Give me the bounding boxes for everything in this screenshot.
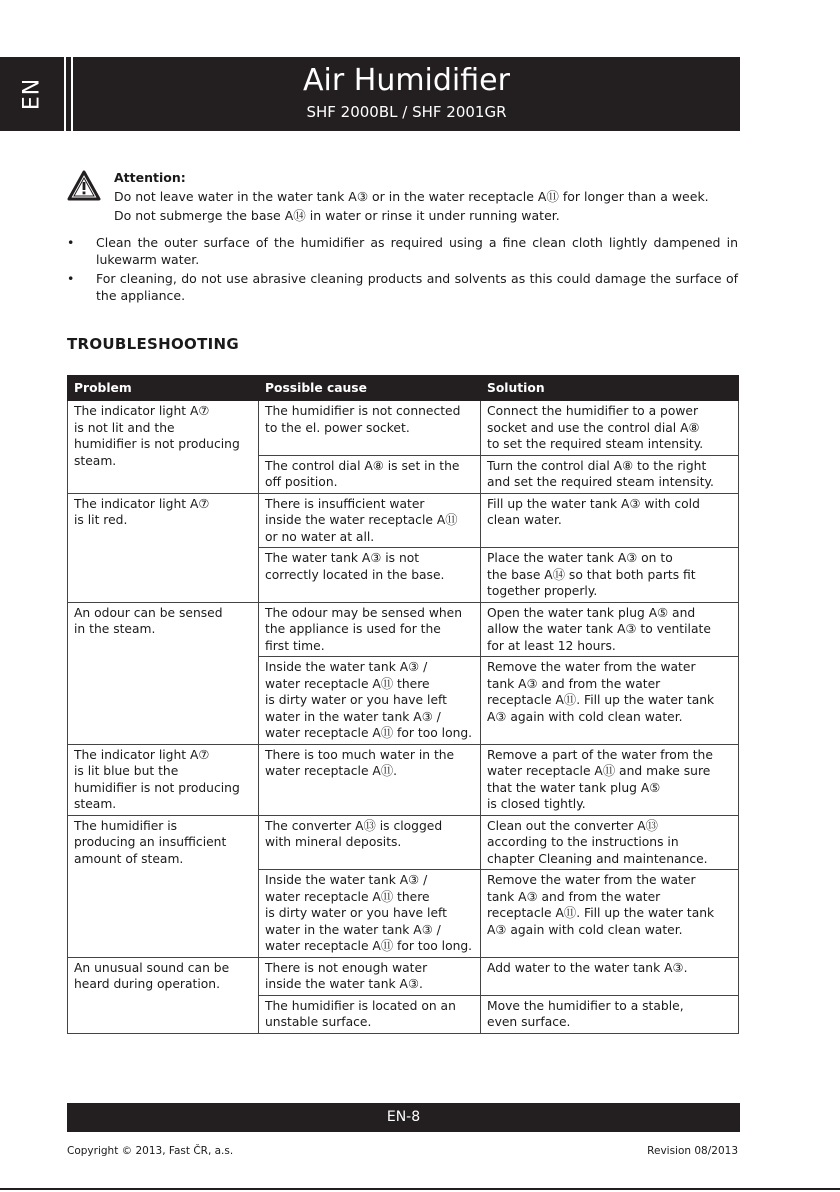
page-number-bar xyxy=(67,1103,740,1132)
cause-cell: The water tank A③ is not correctly located in the base. xyxy=(259,548,481,603)
cause-cell: There is not enough water inside the water tank A③. xyxy=(259,957,481,995)
cause-cell: Inside the water tank A③ / water receptacle A⑪ there is dirty water or you have left water in the water tank A③ / water receptacle A⑪ for too long. xyxy=(259,657,481,745)
cause-cell: The humidifier is not connected to the el. power socket. xyxy=(259,401,481,456)
cause-cell: There is too much water in the water receptacle A⑪. xyxy=(259,744,481,815)
header-bar xyxy=(73,57,740,131)
solution-cell: Remove the water from the water tank A③ and from the water receptacle A⑪. Fill up the water tank A③ again with cold clean water. xyxy=(481,870,739,958)
solution-cell: Fill up the water tank A③ with cold clean water. xyxy=(481,493,739,548)
list-item: • For cleaning, do not use abrasive cleaning products and solvents as this could damage the surface of the appliance. xyxy=(67,271,738,303)
cleaning-bullet-list xyxy=(67,234,738,306)
problem-cell: The indicator light A⑦ is not lit and the humidifier is not producing steam. xyxy=(68,401,259,494)
page-title: Air Humidifier xyxy=(303,63,510,98)
header-possible-cause: Possible cause xyxy=(259,376,481,401)
language-label: EN xyxy=(19,77,45,111)
problem-cell: The humidifier is producing an insufficient amount of steam. xyxy=(68,815,259,957)
problem-cell: The indicator light A⑦ is lit red. xyxy=(68,493,259,602)
page-number: EN-8 xyxy=(386,1109,421,1125)
table-header-row xyxy=(68,376,739,401)
attention-line-1: Do not leave water in the water tank A③ or in the water receptacle A⑪ for longer than a week. xyxy=(114,189,709,204)
cause-cell: The humidifier is located on an unstable surface. xyxy=(259,995,481,1033)
bottom-rule xyxy=(0,1188,840,1190)
table-row xyxy=(68,401,739,456)
problem-cell: The indicator light A⑦ is lit blue but the humidifier is not producing steam. xyxy=(68,744,259,815)
cause-cell: The odour may be sensed when the appliance is used for the first time. xyxy=(259,602,481,657)
solution-cell: Move the humidifier to a stable, even surface. xyxy=(481,995,739,1033)
solution-cell: Turn the control dial A⑧ to the right and set the required steam intensity. xyxy=(481,455,739,493)
list-item: • Clean the outer surface of the humidifier as required using a fine clean cloth lightly dampened in lukewarm water. xyxy=(67,235,738,267)
header-divider xyxy=(66,57,71,131)
language-tab xyxy=(0,57,64,131)
solution-cell: Remove the water from the water tank A③ and from the water receptacle A⑪. Fill up the water tank A③ again with cold clean water. xyxy=(481,657,739,745)
solution-cell: Clean out the converter A⑬ according to the instructions in chapter Cleaning and maintenance. xyxy=(481,815,739,870)
solution-cell: Connect the humidifier to a power socket and use the control dial A⑧ to set the required steam intensity. xyxy=(481,401,739,456)
copyright-text: Copyright © 2013, Fast ČR, a.s. xyxy=(67,1145,234,1157)
cause-cell: The control dial A⑧ is set in the off position. xyxy=(259,455,481,493)
header-solution: Solution xyxy=(481,376,739,401)
problem-cell: An odour can be sensed in the steam. xyxy=(68,602,259,744)
solution-cell: Add water to the water tank A③. xyxy=(481,957,739,995)
table-row xyxy=(68,602,739,657)
table-row xyxy=(68,957,739,995)
table-row xyxy=(68,815,739,870)
table-row xyxy=(68,744,739,815)
cause-cell: The converter A⑬ is clogged with mineral deposits. xyxy=(259,815,481,870)
cause-cell: Inside the water tank A③ / water receptacle A⑪ there is dirty water or you have left water in the water tank A③ / water receptacle A⑪ for too long. xyxy=(259,870,481,958)
cause-cell: There is insufficient water inside the water receptacle A⑪ or no water at all. xyxy=(259,493,481,548)
solution-cell: Place the water tank A③ on to the base A⑭ so that both parts fit together properly. xyxy=(481,548,739,603)
model-number: SHF 2000BL / SHF 2001GR xyxy=(306,103,507,121)
bullet-icon: • xyxy=(67,271,75,286)
header-problem: Problem xyxy=(68,376,259,401)
troubleshooting-table xyxy=(67,375,739,1034)
solution-cell: Open the water tank plug A⑤ and allow the water tank A③ to ventilate for at least 12 hours. xyxy=(481,602,739,657)
attention-title: Attention: xyxy=(114,170,186,185)
revision-text: Revision 08/2013 xyxy=(647,1145,738,1157)
section-title: TROUBLESHOOTING xyxy=(67,335,239,353)
bullet-icon: • xyxy=(67,235,75,250)
attention-line-2: Do not submerge the base A⑭ in water or rinse it under running water. xyxy=(114,208,560,223)
attention-notice xyxy=(67,168,740,225)
problem-cell: An unusual sound can be heard during operation. xyxy=(68,957,259,1033)
warning-triangle-icon xyxy=(67,170,101,202)
table-row xyxy=(68,493,739,548)
solution-cell: Remove a part of the water from the water receptacle A⑪ and make sure that the water tank plug A⑤ is closed tightly. xyxy=(481,744,739,815)
